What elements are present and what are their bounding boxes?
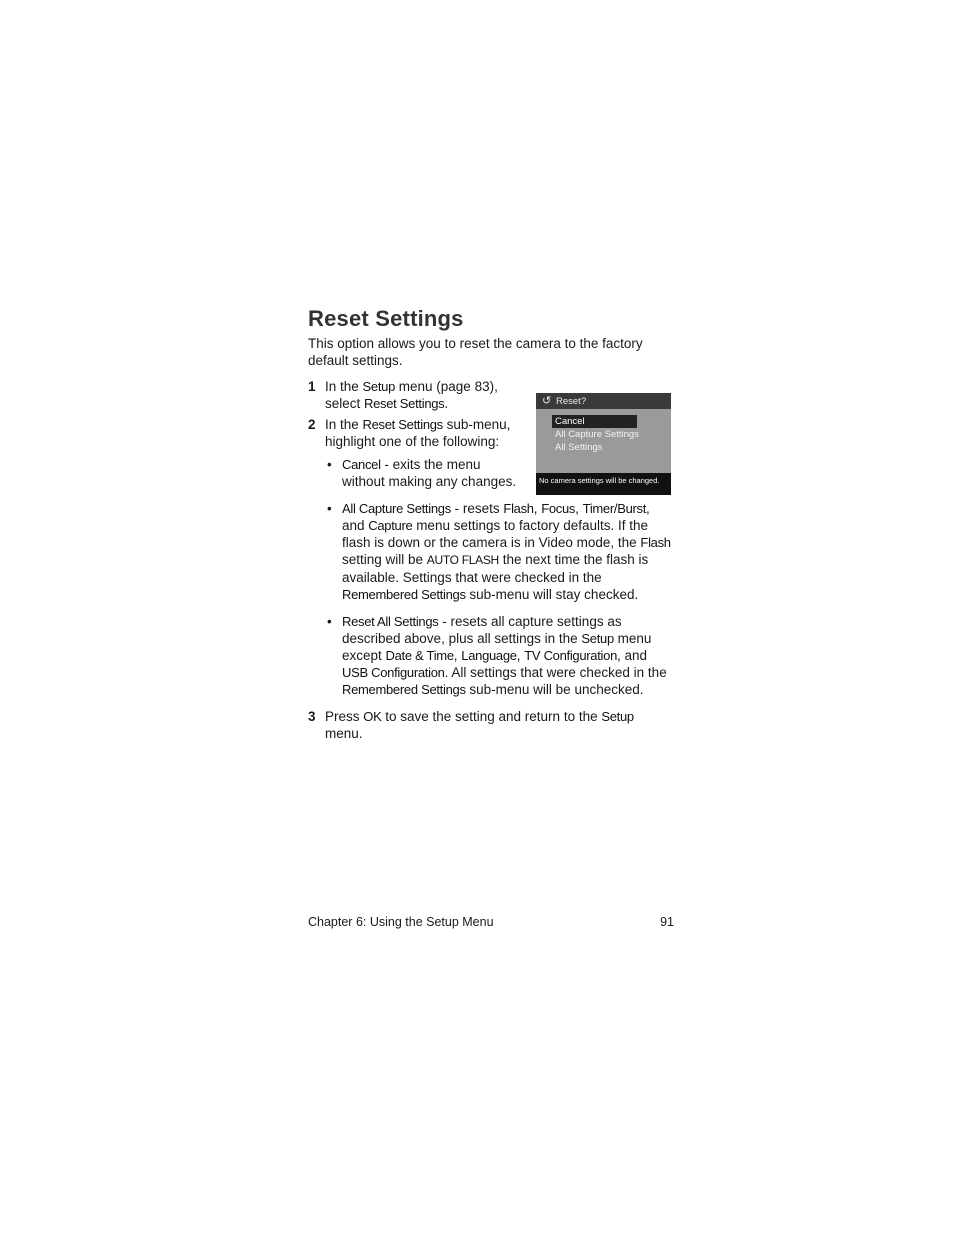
screen-menu-item: All Settings bbox=[555, 442, 603, 453]
ui-term: Remembered Settings bbox=[342, 682, 466, 697]
step-number: 1 bbox=[308, 379, 316, 394]
step-number: 3 bbox=[308, 709, 316, 724]
page-number: 91 bbox=[660, 915, 674, 929]
bullet-text: sub-menu will stay checked. bbox=[465, 587, 639, 602]
step-text: to save the setting and return to the bbox=[381, 709, 602, 724]
bullet-text: - exits the menu without making any changes. bbox=[342, 457, 517, 489]
bullet-text: - resets bbox=[450, 501, 504, 516]
ui-term: All Capture Settings bbox=[342, 501, 451, 516]
reset-icon: ↺ bbox=[542, 395, 552, 407]
intro-paragraph: This option allows you to reset the camera to the factory default settings. bbox=[308, 336, 643, 368]
page-content bbox=[308, 306, 674, 746]
step-text: In the bbox=[325, 379, 363, 394]
step-text: In the bbox=[325, 417, 363, 432]
ui-term: TV Configuration bbox=[524, 648, 618, 663]
ui-term: Capture bbox=[368, 518, 413, 533]
step-text: menu (page 83), select bbox=[325, 379, 498, 411]
ui-term: Setup bbox=[601, 709, 634, 724]
step-1 bbox=[308, 378, 525, 412]
bullet-text: the next time the flash is available. Settings that were checked in the bbox=[342, 552, 649, 585]
bullet-reset-all-settings bbox=[308, 613, 674, 698]
ui-term: Timer/Burst bbox=[582, 501, 647, 516]
ui-term: Setup bbox=[362, 379, 396, 394]
screen-menu bbox=[536, 409, 671, 454]
ui-term: Remembered Settings bbox=[342, 587, 466, 602]
page-footer bbox=[308, 915, 674, 929]
step-text: Press bbox=[325, 709, 364, 724]
ui-term: Cancel bbox=[342, 457, 381, 472]
ui-term: Reset Settings bbox=[364, 396, 445, 411]
step-2 bbox=[308, 416, 525, 450]
bullet-all-capture-settings bbox=[308, 500, 674, 603]
screen-title: Reset? bbox=[556, 396, 587, 407]
step-text: . bbox=[444, 396, 449, 411]
screen-status-message: No camera settings will be changed. bbox=[536, 473, 671, 495]
bullet-text: , and bbox=[617, 648, 648, 663]
bullet-dot: • bbox=[327, 457, 332, 472]
bullet-dot: • bbox=[327, 614, 332, 629]
ui-term: Reset Settings bbox=[362, 417, 443, 432]
page-title: Reset Settings bbox=[308, 306, 464, 331]
bullet-text: , bbox=[575, 501, 583, 516]
bullet-text: , bbox=[516, 648, 525, 663]
bullet-text: setting will be bbox=[342, 552, 427, 567]
screen-menu-item-selected: Cancel bbox=[552, 415, 637, 428]
bullet-text: , bbox=[533, 501, 542, 516]
screen-title-bar bbox=[536, 393, 671, 409]
bullet-text: sub-menu will be unchecked. bbox=[465, 682, 644, 697]
ui-term: Setup bbox=[581, 631, 614, 646]
step-text: sub-menu, highlight one of the following: bbox=[325, 417, 511, 449]
bullet-text: . All settings that were checked in the bbox=[444, 665, 667, 680]
bullet-text: , bbox=[453, 648, 462, 663]
bullet-text: - resets all capture settings as described above, plus all settings in the bbox=[342, 614, 622, 646]
screen-menu-item: All Capture Settings bbox=[555, 429, 639, 440]
ui-term: Flash bbox=[640, 535, 671, 550]
ui-term: Flash bbox=[503, 501, 534, 516]
camera-screen-illustration bbox=[536, 393, 671, 495]
bullet-dot: • bbox=[327, 501, 332, 516]
step-text: menu. bbox=[325, 726, 363, 741]
ui-term: USB Configuration bbox=[342, 665, 445, 680]
bullet-text: menu except bbox=[342, 631, 652, 663]
bullet-text: , and bbox=[342, 501, 650, 533]
step-3 bbox=[308, 708, 674, 742]
ui-term: Language bbox=[461, 648, 517, 663]
bullet-cancel bbox=[308, 456, 522, 490]
ui-term: AUTO FLASH bbox=[426, 553, 499, 567]
step-number: 2 bbox=[308, 417, 316, 432]
chapter-label: Chapter 6: Using the Setup Menu bbox=[308, 915, 494, 929]
ui-term: Reset All Settings bbox=[342, 614, 439, 629]
ui-term: Date & Time bbox=[385, 648, 454, 663]
ui-term: Focus bbox=[541, 501, 576, 516]
bullet-text: menu settings to factory defaults. If the flash is down or the camera is in Video mode, the bbox=[342, 518, 649, 550]
ui-term: OK bbox=[363, 709, 382, 724]
